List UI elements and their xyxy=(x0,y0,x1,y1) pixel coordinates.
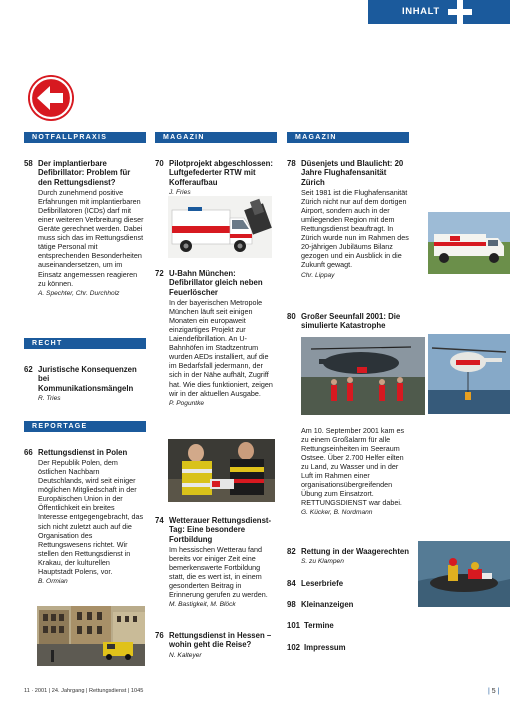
page-number: 66 xyxy=(24,448,33,457)
section-heading-magazin-right: MAGAZIN xyxy=(287,132,409,143)
column-magazin-2 xyxy=(155,269,277,408)
entry-title: Rettungsdienst in Hessen – wohin geht die Reise? xyxy=(169,631,272,650)
entry-description: Seit 1981 ist die Flughafensanität Zürich nicht nur auf dem dortigen Airport, sondern auch in der umliegenden Region mit dem Rettungsdienst beauftragt. In Zürich wurde nun im Rahmen des 20-jährigen Jubiläums Bilanz gezogen und ein Ausblick in die Zukunft gewagt. xyxy=(301,187,409,270)
entry-title: Termine xyxy=(304,621,334,631)
column-magazin-right-3 xyxy=(287,425,409,517)
toc-entry-70[interactable] xyxy=(155,159,277,197)
entry-title: Wetterauer Rettungsdienst-Tag: Eine besondere Fortbildung xyxy=(169,516,272,544)
entry-title: Düsenjets und Blaulicht: 20 Jahre Flughafensanität Zürich xyxy=(301,159,404,187)
page-number-label: 5 xyxy=(491,688,496,695)
photo-rescue-helicopter-hovering xyxy=(428,334,510,414)
footer-issue-info: 11 · 2001 | 24. Jahrgang | Rettungsdienst | 1045 xyxy=(24,688,144,694)
page-number: 62 xyxy=(24,365,33,374)
section-heading-reportage: REPORTAGE xyxy=(24,421,146,432)
page-number: 80 xyxy=(287,312,296,321)
toc-entry-62[interactable] xyxy=(24,365,146,403)
entry-title: Kleinanzeigen xyxy=(301,599,354,609)
column-recht xyxy=(24,338,146,403)
footer-page-number: | 5 | xyxy=(488,688,500,695)
toc-entry-72[interactable] xyxy=(155,269,277,408)
entry-author: M. Bastigkeit, M. Blöck xyxy=(169,601,236,609)
plus-cross-icon xyxy=(448,0,472,24)
toc-entry-101[interactable] xyxy=(287,621,409,630)
page-number: 70 xyxy=(155,159,164,168)
toc-entry-74[interactable] xyxy=(155,516,277,609)
section-heading-notfallpraxis: NOTFALLPRAXIS xyxy=(24,132,146,143)
toc-entry-80[interactable] xyxy=(287,312,409,331)
entry-title: Impressum xyxy=(304,642,346,652)
entry-title: Großer Seeunfall 2001: Die simulierte Katastrophe xyxy=(301,312,401,331)
column-reportage xyxy=(24,421,146,586)
page-number: 102 xyxy=(287,642,301,652)
entry-title: Rettungsdienst in Polen xyxy=(38,448,128,457)
entry-author: R. Tries xyxy=(38,395,61,403)
toc-entry-66[interactable] xyxy=(24,448,146,586)
section-heading-recht: RECHT xyxy=(24,338,146,349)
page-number: 78 xyxy=(287,159,296,168)
entry-title: U-Bahn München: Defibrillator gleich neben Feuerlöscher xyxy=(169,269,263,297)
column-magazin-right-4 xyxy=(287,547,409,652)
entry-description: Der Republik Polen, dem östlichen Nachbarn Deutschlands, wird seit einiger möglichen Mitgliedschaft in der Europäischen Union in der Öffentlichkeit ein breites Interesse entgegengebracht, das sich nicht zuletzt auch auf die Organisation des Rettungswesens richtet. Wir stellen den Rettungsdienst in Krakau, der kulturellen Hauptstadt Polens, vor. xyxy=(38,457,144,577)
page-number: 74 xyxy=(155,516,164,525)
entry-author: J. Fries xyxy=(169,189,191,197)
entry-title: Der implantierbare Defibrillator: Problem für den Rettungsdienst? xyxy=(38,159,131,187)
photo-ambulance-rtw xyxy=(168,196,272,258)
toc-entry-102[interactable] xyxy=(287,643,409,652)
column-notfallpraxis xyxy=(24,132,146,298)
page-number: 98 xyxy=(287,599,296,609)
entry-author: N. Kalteyer xyxy=(169,651,202,659)
section-tab-label: INHALT xyxy=(402,6,440,17)
section-tab-inhalt xyxy=(368,0,510,24)
photo-water-rescue xyxy=(418,541,510,607)
toc-entry-76[interactable] xyxy=(155,631,277,660)
toc-entry-82[interactable] xyxy=(287,547,409,567)
section-heading-magazin: MAGAZIN xyxy=(155,132,277,143)
column-magazin-right-2 xyxy=(287,312,409,331)
toc-entry-98[interactable] xyxy=(287,600,409,609)
page-number: 101 xyxy=(287,621,301,631)
column-magazin-3 xyxy=(155,516,277,609)
entry-author: A. Spechter, Chr. Durchholz xyxy=(38,289,120,297)
page-number: 84 xyxy=(287,578,296,588)
page-number: 76 xyxy=(155,631,164,640)
column-magazin-1 xyxy=(155,132,277,197)
photo-zurich-airport-ambulance xyxy=(428,212,510,274)
entry-description: Am 10. September 2001 kam es zu einem Großalarm für alle Rettungseinheiten im Seeraum Ostsee. Über 2.700 Helfer eilten zu Land, zu Wasser und in der Luft im Rahmen einer organisationsübergreifenden Übung zum Einsatzort. RETTUNGSDIENST war dabei. xyxy=(301,425,405,508)
entry-title: Pilotprojekt abgeschlossen: Luftgefederter RTW mit Kofferaufbau xyxy=(169,159,273,187)
entry-description: In der bayerischen Metropole München läuft seit einigen Monaten ein europaweit einzigartiges Projekt zur Laiendefibrillation. An U-Bahnhöfen im Stadtzentrum wurden AEDs installiert, auf die im Bedarfsfall jedermann, der sich in der Nähe aufhält, Zugriff hat. Wie dies funktioniert, zeigen wir in der aktuellen Ausgabe. xyxy=(169,297,273,398)
entry-title: Leserbriefe xyxy=(301,578,344,588)
toc-entry-84[interactable] xyxy=(287,579,409,588)
column-magazin-right-1 xyxy=(287,132,409,280)
entry-author: S. zu Klampen xyxy=(301,558,344,566)
entry-description: Im hessischen Wetterau fand bereits vor einiger Zeit eine bemerkenswerte Fortbildung statt, die es wert ist, in einem gesonderten Beitrag in Erinnerung gerufen zu werden. xyxy=(169,544,268,600)
page-number: 58 xyxy=(24,159,33,168)
photo-sea-rescue-helicopter xyxy=(301,337,425,415)
entry-author: B. Ormian xyxy=(38,578,68,586)
page-number: 82 xyxy=(287,547,296,556)
entry-description: Durch zunehmend positive Erfahrungen mit implantierbaren Defibrillatoren (ICDs) darf mit einer weiteren Verbreitung dieser Geräte gerechnet werden. Dabei muss sich das im Rettungsdienst tätige Personal mit entsprechenden Besonderheiten auseinandersetzen, um im Einsatz angemessen reagieren zu können. xyxy=(38,187,144,288)
column-magazin-4 xyxy=(155,631,277,660)
toc-entry-78[interactable] xyxy=(287,159,409,280)
entry-author: G. Kücker, B. Nordmann xyxy=(301,509,373,517)
entry-author: Chr. Lippay xyxy=(301,271,335,279)
toc-entry-80-desc xyxy=(287,425,409,517)
page-number: 72 xyxy=(155,269,164,278)
back-button[interactable] xyxy=(28,75,74,121)
toc-entry-58[interactable] xyxy=(24,159,146,298)
entry-title: Rettung in der Waagerechten xyxy=(301,547,410,556)
photo-paramedics-training xyxy=(168,439,275,502)
photo-krakau-street xyxy=(37,606,145,666)
back-arrow-icon xyxy=(28,75,74,121)
entry-author: P. Poguntke xyxy=(169,399,205,407)
entry-title: Juristische Konsequenzen bei Kommunikationsmängeln xyxy=(38,365,137,393)
